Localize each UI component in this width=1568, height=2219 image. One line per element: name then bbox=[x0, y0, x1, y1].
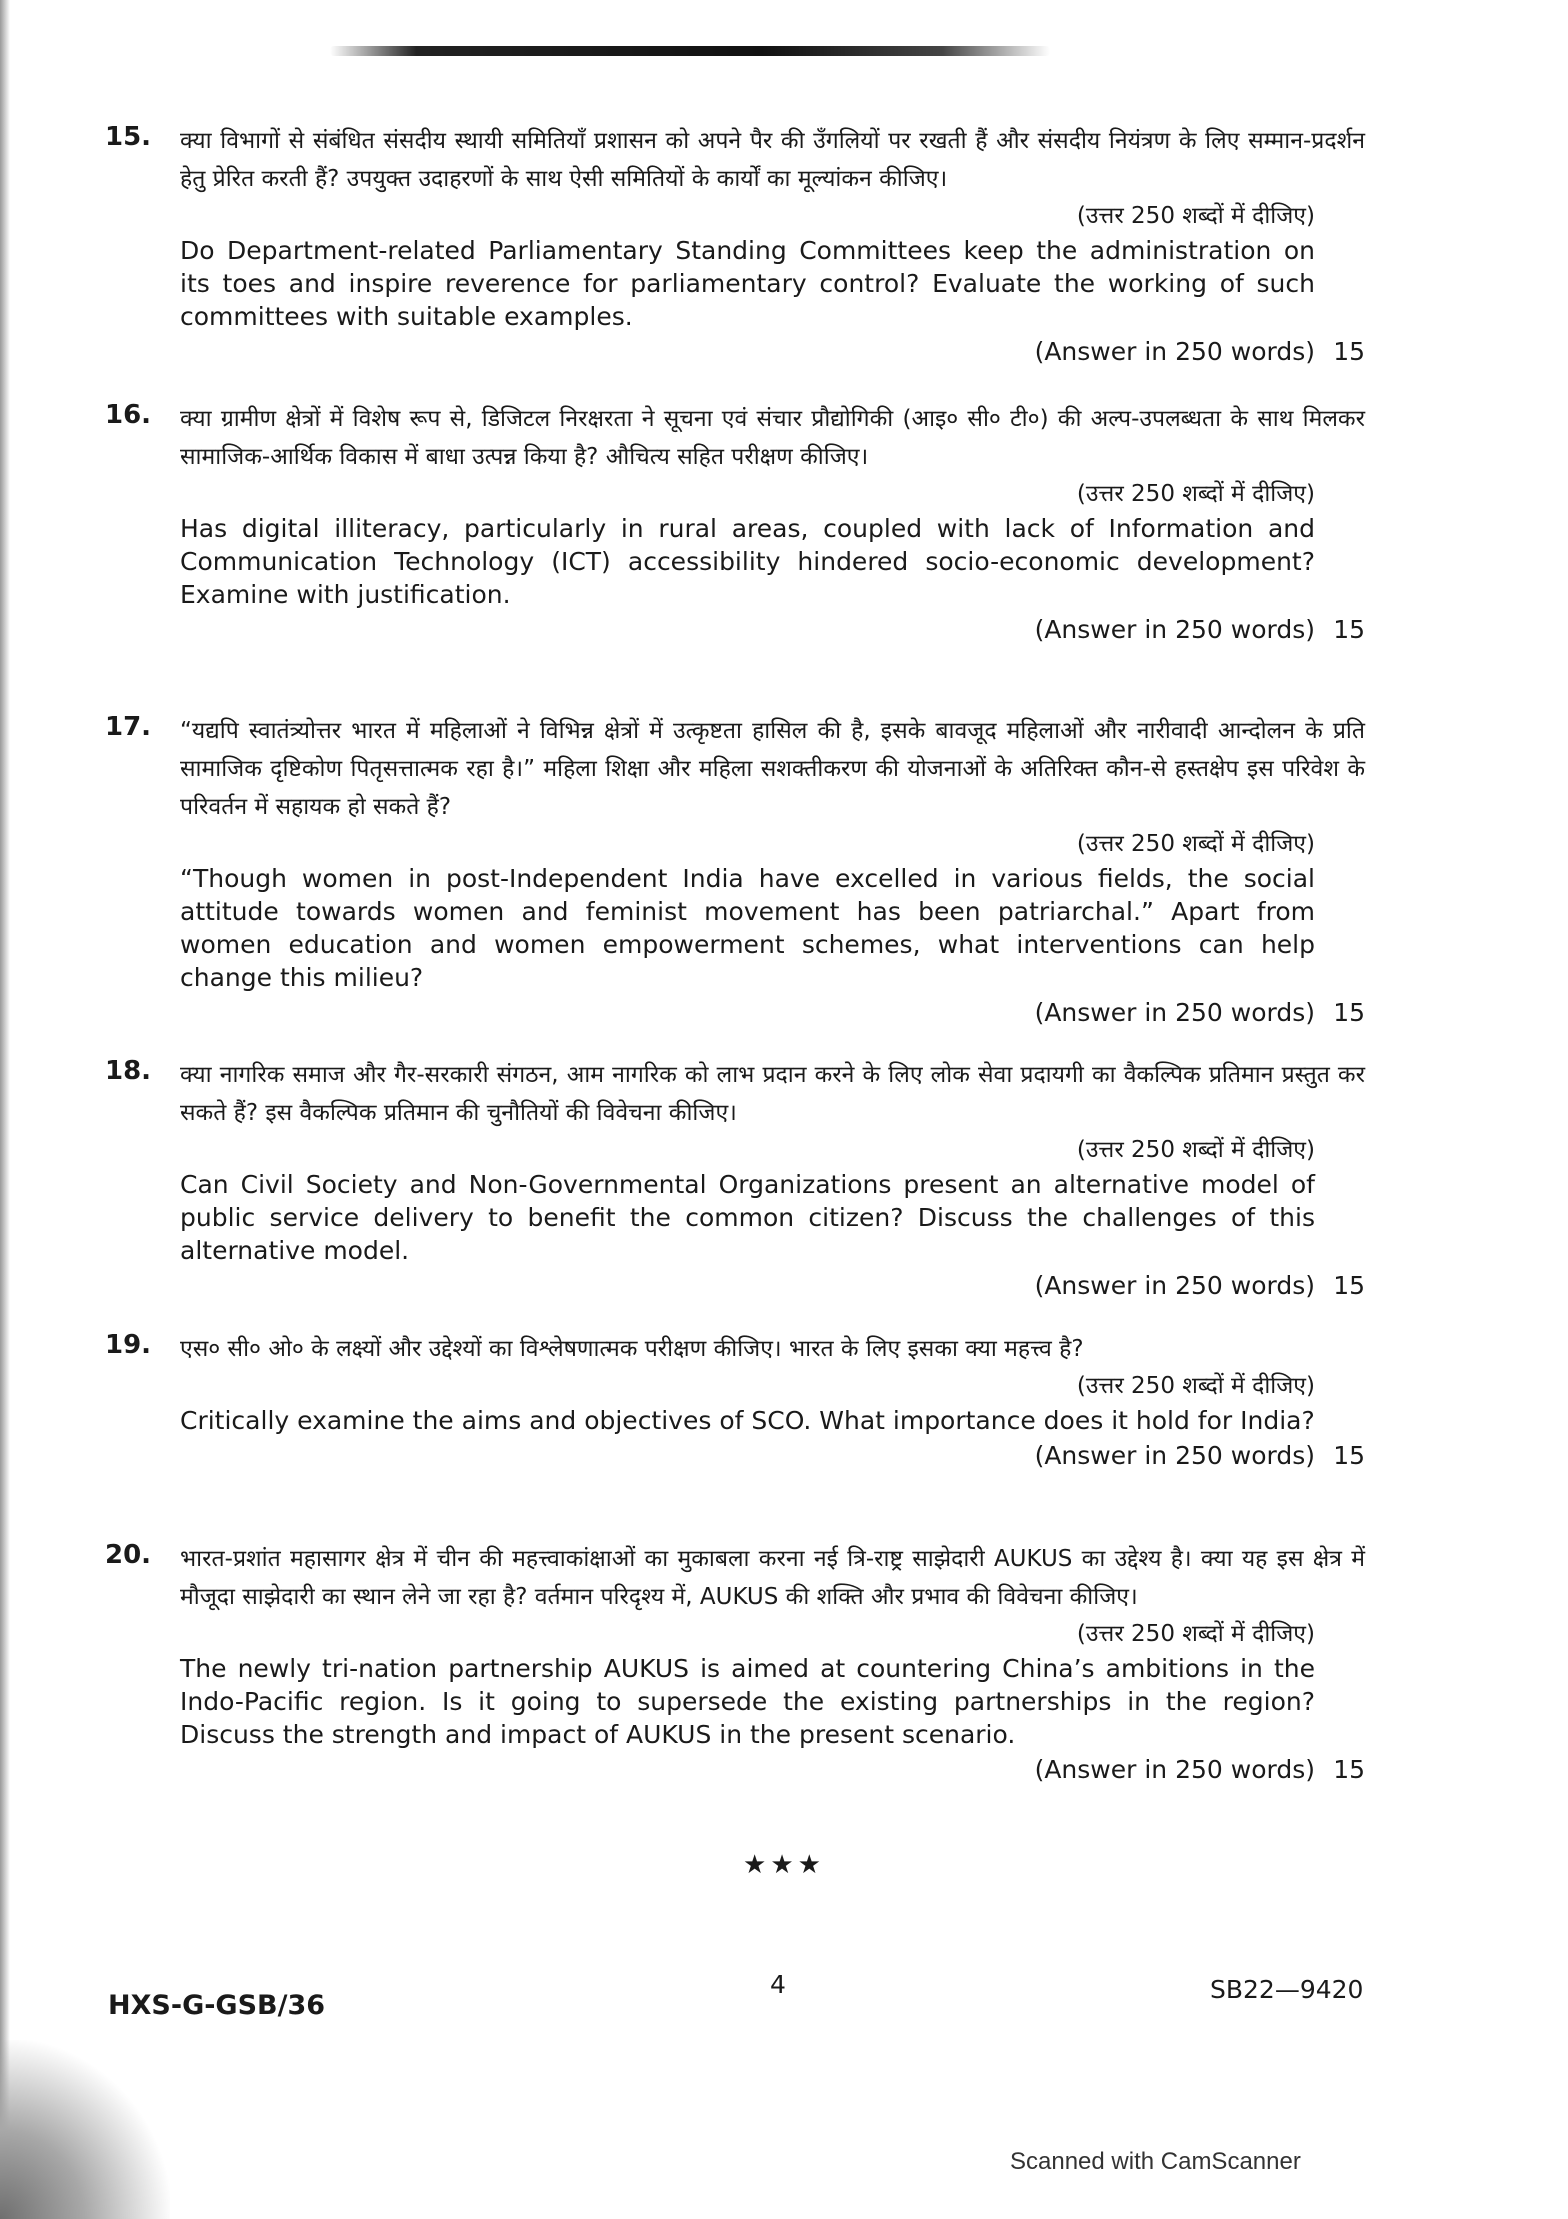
answer-limit-text: (Answer in 250 words) bbox=[1034, 337, 1315, 366]
camscanner-watermark: Scanned with CamScanner bbox=[1010, 2148, 1301, 2175]
question-number: 17. bbox=[105, 712, 152, 742]
answer-limit-text: (Answer in 250 words) bbox=[1034, 1441, 1315, 1470]
question-hindi: “यद्यपि स्वातंत्र्योत्तर भारत में महिलाओं ने विभिन्न क्षेत्रों में उत्कृष्टता हासिल की है, इसके बावजूद महिलाओं और नारीवादी आन्दोलन के प्रति सामाजिक दृष्टिकोण पितृसत्तात्मक रहा है।” महिला शिक्षा और महिला सशक्तीकरण की योजनाओं के अतिरिक्त कौन-से हस्तक्षेप इस परिवेश के परिवर्तन में सहायक हो सकते हैं? bbox=[180, 718, 1365, 820]
question-english: Can Civil Society and Non-Governmental Organizations present an alternative model of public service delivery to benefit the common citizen? Discuss the challenges of this alternative model. bbox=[180, 1170, 1315, 1265]
question-english: Critically examine the aims and objectives of SCO. What importance does it hold for India? bbox=[180, 1406, 1315, 1435]
hindi-word-limit: (उत्तर 250 शब्दों में दीजिए) bbox=[1076, 203, 1315, 229]
question-20 bbox=[105, 1540, 1365, 1789]
question-hindi: भारत-प्रशांत महासागर क्षेत्र में चीन की महत्त्वाकांक्षाओं का मुकाबला करना नई त्रि-राष्ट्र साझेदारी AUKUS का उद्देश्य है। क्या यह इस क्षेत्र में मौजूदा साझेदारी का स्थान लेने जा रहा है? वर्तमान परिदृश्य में, AUKUS की शक्ति और प्रभाव की विवेचना कीजिए। bbox=[180, 1546, 1365, 1610]
answer-limit bbox=[105, 1267, 1365, 1305]
scan-edge-shadow bbox=[0, 0, 10, 2219]
question-number: 18. bbox=[105, 1056, 152, 1086]
marks: 15 bbox=[1333, 337, 1365, 366]
answer-limit-text: (Answer in 250 words) bbox=[1034, 1271, 1315, 1300]
question-17 bbox=[105, 712, 1365, 1032]
question-hindi: क्या विभागों से संबंधित संसदीय स्थायी समितियाँ प्रशासन को अपने पैर की उँगलियों पर रखती हैं और संसदीय नियंत्रण के लिए सम्मान-प्रदर्शन हेतु प्रेरित करती हैं? उपयुक्त उदाहरणों के साथ ऐसी समितियों के कार्यों का मूल्यांकन कीजिए। bbox=[180, 128, 1365, 192]
question-number: 16. bbox=[105, 400, 152, 430]
question-english: Has digital illiteracy, particularly in rural areas, coupled with lack of Information and Communication Technology (ICT) accessibility hindered socio-economic development? Examine with justification. bbox=[180, 514, 1315, 609]
answer-limit bbox=[105, 1751, 1365, 1789]
question-english: “Though women in post-Independent India have excelled in various fields, the social attitude towards women and feminist movement has been patriarchal.” Apart from women education and women empowerment schemes, what interventions can help change this milieu? bbox=[180, 864, 1315, 992]
question-english: Do Department-related Parliamentary Standing Committees keep the administration on its toes and inspire reverence for parliamentary control? Evaluate the working of such committees with suitable examples. bbox=[180, 236, 1315, 331]
marks: 15 bbox=[1333, 615, 1365, 644]
answer-limit-text: (Answer in 250 words) bbox=[1034, 1755, 1315, 1784]
page-number: 4 bbox=[770, 1970, 786, 1999]
hindi-word-limit: (उत्तर 250 शब्दों में दीजिए) bbox=[1076, 1373, 1315, 1399]
question-18 bbox=[105, 1056, 1365, 1305]
marks: 15 bbox=[1333, 998, 1365, 1027]
answer-limit bbox=[105, 1437, 1365, 1475]
question-15 bbox=[105, 122, 1365, 371]
paper-code: HXS-G-GSB/36 bbox=[108, 1990, 326, 2021]
marks: 15 bbox=[1333, 1271, 1365, 1300]
question-19 bbox=[105, 1330, 1365, 1475]
scan-top-bar bbox=[330, 46, 1050, 56]
question-number: 19. bbox=[105, 1330, 152, 1360]
answer-limit-text: (Answer in 250 words) bbox=[1034, 615, 1315, 644]
question-number: 15. bbox=[105, 122, 152, 152]
hindi-word-limit: (उत्तर 250 शब्दों में दीजिए) bbox=[1076, 1137, 1315, 1163]
answer-limit bbox=[105, 994, 1365, 1032]
marks: 15 bbox=[1333, 1441, 1365, 1470]
marks: 15 bbox=[1333, 1755, 1365, 1784]
answer-limit-text: (Answer in 250 words) bbox=[1034, 998, 1315, 1027]
hindi-word-limit: (उत्तर 250 शब्दों में दीजिए) bbox=[1076, 831, 1315, 857]
question-hindi: क्या ग्रामीण क्षेत्रों में विशेष रूप से, डिजिटल निरक्षरता ने सूचना एवं संचार प्रौद्योगिकी (आइ० सी० टी०) की अल्प-उपलब्धता के साथ मिलकर सामाजिक-आर्थिक विकास में बाधा उत्पन्न किया है? औचित्य सहित परीक्षण कीजिए। bbox=[180, 406, 1365, 470]
question-number: 20. bbox=[105, 1540, 152, 1570]
hindi-word-limit: (उत्तर 250 शब्दों में दीजिए) bbox=[1076, 1621, 1315, 1647]
hindi-word-limit: (उत्तर 250 शब्दों में दीजिए) bbox=[1076, 481, 1315, 507]
question-english: The newly tri-nation partnership AUKUS is aimed at countering China’s ambitions in the Indo-Pacific region. Is it going to supersede the existing partnerships in the region? Discuss the strength and impact of AUKUS in the present scenario. bbox=[180, 1654, 1315, 1749]
question-hindi: एस० सी० ओ० के लक्ष्यों और उद्देश्यों का विश्लेषणात्मक परीक्षण कीजिए। भारत के लिए इसका क्या महत्त्व है? bbox=[180, 1336, 1084, 1362]
question-16 bbox=[105, 400, 1365, 649]
answer-limit bbox=[105, 333, 1365, 371]
end-of-paper-marker: ★★★ bbox=[743, 1850, 825, 1880]
answer-limit bbox=[105, 611, 1365, 649]
question-hindi: क्या नागरिक समाज और गैर-सरकारी संगठन, आम नागरिक को लाभ प्रदान करने के लिए लोक सेवा प्रदायगी का वैकल्पिक प्रतिमान प्रस्तुत कर सकते हैं? इस वैकल्पिक प्रतिमान की चुनौतियों की विवेचना कीजिए। bbox=[180, 1062, 1365, 1126]
serial-number: SB22—9420 bbox=[1210, 1975, 1364, 2004]
scan-corner-shadow bbox=[0, 2040, 170, 2219]
